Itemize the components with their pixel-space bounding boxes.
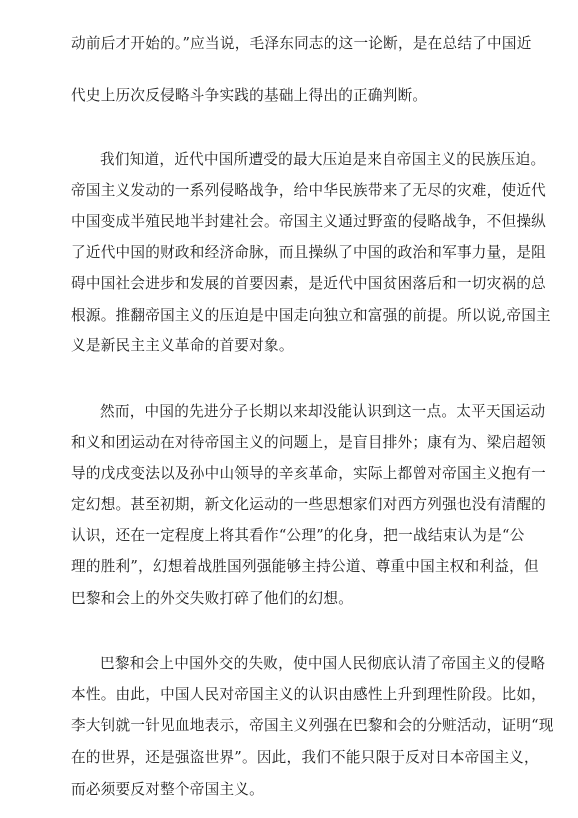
text-line: 导的戊戌变法以及孙中山领导的辛亥革命，实际上都曾对帝国主义抱有一 [71,465,547,482]
text-line: 义是新民主主义革命的首要对象。 [71,337,294,354]
text-line: 巴黎和会上中国外交的失败，使中国人民彻底认清了帝国主义的侵略 [100,655,546,672]
text-line: 然而，中国的先进分子长期以来却没能认识到这一点。太平天国运动 [100,403,546,420]
text-line: 定幻想。甚至初期，新文化运动的一些思想家们对西方列强也没有清醒的 [71,496,547,513]
text-line: 认识，还在一定程度上将其看作“公理”的化身，把一战结束认为是“公 [71,527,525,544]
text-line: 帝国主义发动的一系列侵略战争，给中华民族带来了无尽的灾难，使近代 [71,182,547,199]
text-line: 碍中国社会进步和发展的首要因素，是近代中国贫困落后和一切灾祸的总 [71,275,547,292]
text-line: 而必须要反对整个帝国主义。 [71,781,264,798]
text-line: 和义和团运动在对待帝国主义的问题上，是盲目排外；康有为、梁启超领 [71,434,547,451]
text-line: 中国变成半殖民地半封建社会。帝国主义通过野蛮的侵略战争，不但操纵 [71,213,547,230]
text-line: 动前后才开始的。”应当说，毛泽东同志的这一论断，是在总结了中国近 [71,35,532,52]
text-line: 理的胜利”，幻想着战胜国列强能够主持公道、尊重中国主权和利益，但 [71,558,539,575]
text-line: 根源。推翻帝国主义的压迫是中国走向独立和富强的前提。所以说,帝国主 [71,307,551,324]
text-line: 巴黎和会上的外交失败打碎了他们的幻想。 [71,590,354,607]
text-line: 我们知道，近代中国所遭受的最大压迫是来自帝国主义的民族压迫。 [100,151,546,168]
text-line: 了近代中国的财政和经济命脉，而且操纵了中国的政治和军事力量，是阻 [71,244,547,261]
text-line: 代史上历次反侵略斗争实践的基础上得出的正确判断。 [71,87,428,104]
text-line: 李大钊就一针见血地表示，帝国主义列强在巴黎和会的分赃活动，证明“现 [71,717,554,734]
text-line: 本性。由此，中国人民对帝国主义的认识由感性上升到理性阶段。比如， [71,686,547,703]
text-line: 在的世界，还是强盗世界”。因此，我们不能只限于反对日本帝国主义， [71,749,539,766]
